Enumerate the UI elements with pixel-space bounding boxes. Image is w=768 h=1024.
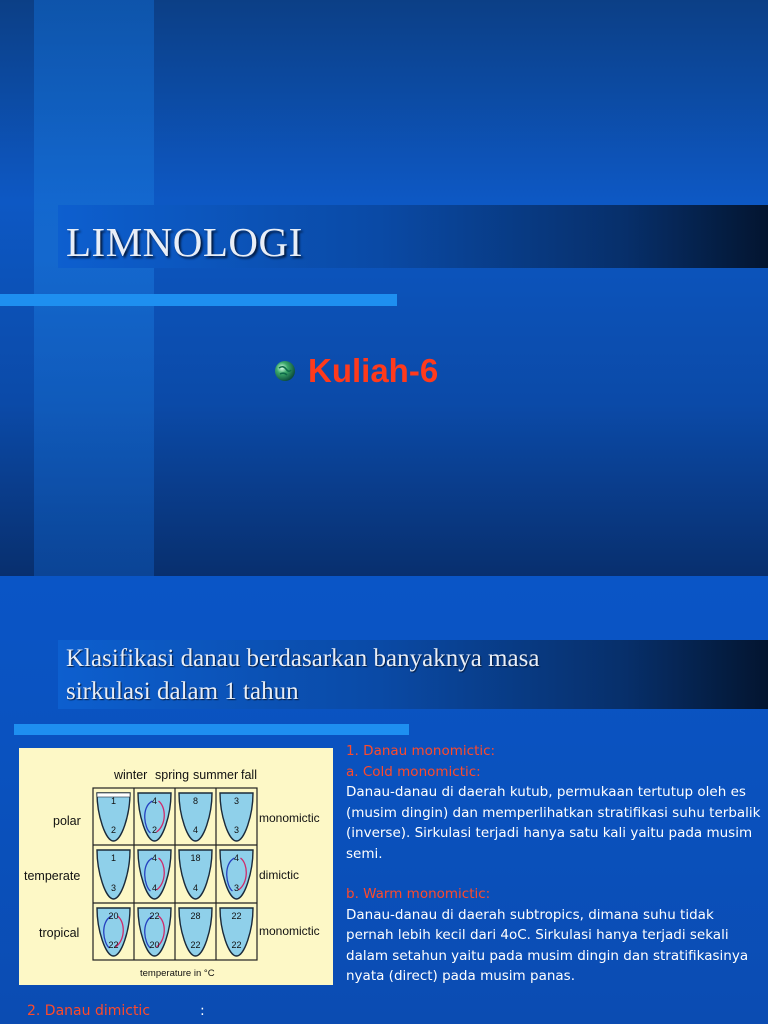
lake-cell <box>97 793 130 841</box>
heading-accent-bar <box>14 724 409 735</box>
zone-polar: polar <box>53 814 81 828</box>
bottom-temp: 20 <box>149 940 160 950</box>
season-fall: fall <box>241 768 257 782</box>
item-1-label: 1. Danau monomictic: <box>346 743 496 759</box>
lake-cell <box>179 850 212 899</box>
bottom-temp: 3 <box>233 883 240 893</box>
season-spring: spring <box>155 768 190 782</box>
surface-temp: 4 <box>233 853 240 863</box>
bottom-temp: 4 <box>151 883 158 893</box>
lake-cell <box>220 908 253 956</box>
lake-cell <box>220 850 253 899</box>
surface-temp: 22 <box>149 911 160 921</box>
bullet-item <box>274 352 438 390</box>
surface-temp: 28 <box>190 911 201 921</box>
type-monomictic-tropical: monomictic <box>259 924 320 938</box>
lake-cell <box>220 793 253 841</box>
bottom-temp: 4 <box>192 883 199 893</box>
globe-icon <box>274 360 296 382</box>
type-monomictic-polar: monomictic <box>259 811 320 825</box>
description-text <box>346 741 761 987</box>
season-summer: summer <box>193 768 239 782</box>
item-1b-paragraph: Danau-danau di daerah subtropics, dimana suhu tidak pernah lebih kecil dari 4oC. Sirkulasi hanya terjadi sekali dalam setahun yaitu pada musim dingin dan stratifikasinya nyata (direct) pada musim panas. <box>346 906 749 984</box>
bullet-text: Kuliah-6 <box>308 352 439 389</box>
lake-mixing-diagram <box>19 748 333 985</box>
zone-tropical: tropical <box>39 926 80 940</box>
slide-content <box>0 576 768 1024</box>
lake-cell <box>97 908 130 956</box>
bottom-temp: 3 <box>110 883 117 893</box>
item-1a-label: a. Cold monomictic: <box>346 763 481 780</box>
slide-heading <box>66 642 756 708</box>
bottom-temp: 22 <box>108 940 119 950</box>
surface-temp: 4 <box>151 853 158 863</box>
item-1a-paragraph: Danau-danau di daerah kutub, permukaan tertutup oleh es (musim dingin) dan memperlihatkan stratifikasi suhu terbalik (inverse). Sirkulasi terjadi hanya satu kali yaitu pada musim semi. <box>346 784 761 862</box>
surface-temp: 3 <box>233 796 240 806</box>
heading-line-2: sirkulasi dalam 1 tahun <box>66 678 299 705</box>
lake-cell <box>179 908 212 956</box>
surface-temp: 22 <box>231 911 242 921</box>
bottom-temp: 3 <box>233 825 240 835</box>
bottom-temp: 4 <box>192 825 199 835</box>
bottom-temp: 2 <box>110 825 117 835</box>
item-1b-label: b. Warm monomictic: <box>346 886 491 902</box>
season-winter: winter <box>114 768 148 782</box>
surface-temp: 1 <box>110 796 117 806</box>
item-2-colon: : <box>200 1003 205 1019</box>
bottom-temp: 22 <box>190 940 201 950</box>
type-dimictic: dimictic <box>259 868 300 882</box>
title-accent-bar <box>0 294 397 306</box>
heading-line-1: Klasifikasi danau berdasarkan banyaknya masa <box>66 645 540 672</box>
lake-cell <box>138 908 171 956</box>
diagram-caption: temperature in °C <box>140 968 215 979</box>
lake-cell <box>179 793 212 841</box>
bottom-temp: 22 <box>231 940 242 950</box>
lake-cell <box>97 850 130 899</box>
bottom-temp: 2 <box>151 825 158 835</box>
lake-cell <box>138 850 171 899</box>
surface-temp: 20 <box>108 911 119 921</box>
decorative-column <box>34 0 154 576</box>
surface-temp: 8 <box>192 796 199 806</box>
lake-cell <box>138 793 171 841</box>
surface-temp: 18 <box>190 853 201 863</box>
surface-temp: 4 <box>151 796 158 806</box>
slide-title-text: LIMNOLOGI <box>66 219 303 265</box>
item-2-label: 2. Danau dimictic <box>27 1003 151 1019</box>
zone-temperate: temperate <box>24 869 81 883</box>
surface-temp: 1 <box>110 853 117 863</box>
